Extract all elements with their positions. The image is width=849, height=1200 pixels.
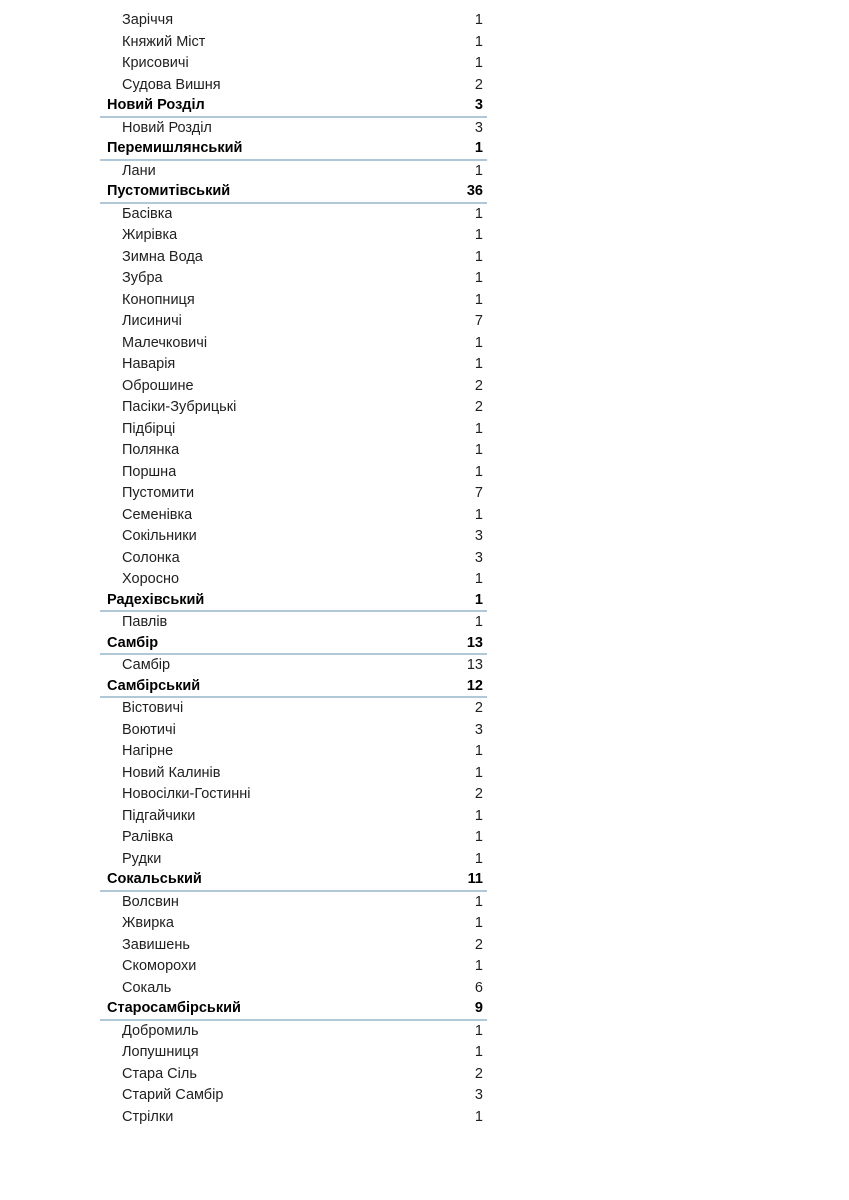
place-name: Жирівка (122, 227, 178, 243)
case-count: 6 (474, 979, 483, 996)
table-row (100, 892, 487, 914)
case-count: 1 (474, 420, 483, 437)
case-count: 1 (474, 442, 483, 458)
case-count: 1 (474, 743, 483, 759)
case-count: 1 (474, 807, 483, 824)
place-name: Поршна (122, 463, 177, 480)
case-count: 1 (474, 915, 483, 931)
table-row (100, 612, 487, 634)
place-name: Радехівський (107, 591, 205, 608)
case-count: 2 (474, 399, 483, 415)
case-count: 3 (474, 549, 483, 566)
case-count: 1 (474, 33, 483, 50)
case-count: 1 (474, 829, 483, 845)
table-row (100, 247, 487, 269)
case-count: 3 (474, 721, 483, 738)
place-name: Пустомитівський (107, 183, 231, 199)
case-count: 13 (466, 657, 483, 673)
settlements-count-table (100, 10, 487, 1128)
place-name: Новий Розділ (122, 119, 212, 136)
table-row (100, 1085, 487, 1107)
table-row (100, 956, 487, 978)
case-count: 1 (474, 334, 483, 351)
place-name: Басівка (122, 205, 173, 222)
case-count: 7 (474, 485, 483, 501)
table-row (100, 376, 487, 398)
place-name: Скоморохи (122, 958, 197, 974)
place-name: Полянка (122, 442, 180, 458)
place-name: Сокільники (122, 528, 197, 544)
table-row (100, 333, 487, 355)
case-count: 2 (474, 1065, 483, 1082)
case-count: 7 (474, 313, 483, 329)
case-count: 1 (474, 1022, 483, 1039)
place-name: Судова Вишня (122, 76, 221, 93)
table-row (100, 268, 487, 290)
table-row (100, 139, 487, 161)
case-count: 1 (474, 1108, 483, 1125)
table-row (100, 784, 487, 806)
place-name: Вістовичі (122, 700, 184, 716)
place-name: Сокальський (107, 871, 202, 887)
table-row (100, 827, 487, 849)
case-count: 12 (466, 677, 483, 694)
case-count: 1 (474, 12, 483, 28)
place-name: Перемишлянський (107, 140, 243, 156)
case-count: 1 (474, 205, 483, 222)
place-name: Самбір (122, 657, 171, 673)
place-name: Оброшине (122, 377, 194, 394)
table-row (100, 763, 487, 785)
place-name: Стрілки (122, 1108, 174, 1125)
place-name: Підгайчики (122, 807, 196, 824)
case-count: 2 (474, 936, 483, 953)
case-count: 1 (474, 140, 483, 156)
case-count: 1 (474, 764, 483, 781)
table-row (100, 440, 487, 462)
place-name: Лисиничі (122, 313, 182, 329)
table-row (100, 118, 487, 140)
place-name: Старосамбірський (107, 1000, 241, 1016)
table-row (100, 96, 487, 118)
case-count: 3 (474, 1087, 483, 1103)
place-name: Заріччя (122, 12, 174, 28)
place-name: Наварія (122, 356, 176, 372)
place-name: Лопушниця (122, 1044, 199, 1060)
table-row (100, 526, 487, 548)
case-count: 1 (474, 850, 483, 867)
place-name: Зимна Вода (122, 248, 203, 265)
place-name: Семенівка (122, 506, 193, 523)
place-name: Стара Сіль (122, 1065, 197, 1082)
table-row (100, 548, 487, 570)
place-name: Конопниця (122, 291, 195, 308)
case-count: 2 (474, 377, 483, 394)
case-count: 1 (474, 614, 483, 630)
table-row (100, 505, 487, 527)
table-row (100, 311, 487, 333)
case-count: 2 (474, 700, 483, 716)
place-name: Добромиль (122, 1022, 199, 1039)
table-row (100, 999, 487, 1021)
table-row (100, 204, 487, 226)
place-name: Новий Розділ (107, 97, 205, 113)
table-row (100, 1064, 487, 1086)
place-name: Зубра (122, 270, 163, 286)
table-row (100, 161, 487, 183)
case-count: 1 (474, 463, 483, 480)
place-name: Хоросно (122, 571, 180, 587)
place-name: Підбірці (122, 420, 176, 437)
place-name: Солонка (122, 549, 180, 566)
table-row (100, 913, 487, 935)
case-count: 1 (474, 227, 483, 243)
table-row (100, 397, 487, 419)
case-count: 11 (467, 871, 483, 887)
table-row (100, 225, 487, 247)
place-name: Ралівка (122, 829, 174, 845)
table-row (100, 870, 487, 892)
table-row (100, 720, 487, 742)
table-row (100, 419, 487, 441)
table-row (100, 75, 487, 97)
place-name: Новосілки-Гостинні (122, 786, 251, 802)
place-name: Нагірне (122, 743, 174, 759)
case-count: 1 (474, 356, 483, 372)
place-name: Рудки (122, 850, 162, 867)
table-row (100, 483, 487, 505)
case-count: 36 (466, 183, 483, 199)
table-row (100, 1042, 487, 1064)
table-row (100, 634, 487, 656)
place-name: Старий Самбір (122, 1087, 224, 1103)
case-count: 2 (474, 76, 483, 93)
place-name: Пасіки-Зубрицькі (122, 399, 237, 415)
table-row (100, 806, 487, 828)
place-name: Сокаль (122, 979, 172, 996)
table-row (100, 1021, 487, 1043)
place-name: Воютичі (122, 721, 176, 738)
case-count: 1 (474, 571, 483, 587)
table-row (100, 655, 487, 677)
table-row (100, 591, 487, 613)
case-count: 1 (474, 270, 483, 286)
place-name: Малечковичі (122, 334, 208, 351)
table-row (100, 677, 487, 699)
table-row (100, 1107, 487, 1129)
table-row (100, 935, 487, 957)
place-name: Княжий Міст (122, 33, 206, 50)
place-name: Лани (122, 162, 156, 179)
table-row (100, 354, 487, 376)
case-count: 1 (474, 248, 483, 265)
place-name: Завишень (122, 936, 190, 953)
place-name: Новий Калинів (122, 764, 221, 781)
case-count: 1 (474, 162, 483, 179)
case-count: 2 (474, 786, 483, 802)
table-row (100, 741, 487, 763)
place-name: Крисовичі (122, 55, 189, 71)
case-count: 1 (474, 958, 483, 974)
case-count: 1 (474, 893, 483, 910)
case-count: 1 (474, 55, 483, 71)
place-name: Пустомити (122, 485, 195, 501)
table-row (100, 10, 487, 32)
table-row (100, 978, 487, 1000)
case-count: 13 (466, 634, 483, 651)
case-count: 3 (474, 97, 483, 113)
table-row (100, 698, 487, 720)
table-row (100, 849, 487, 871)
case-count: 9 (474, 1000, 483, 1016)
case-count: 3 (474, 528, 483, 544)
case-count: 1 (474, 591, 483, 608)
place-name: Самбір (107, 634, 159, 651)
table-row (100, 32, 487, 54)
table-row (100, 182, 487, 204)
case-count: 1 (474, 506, 483, 523)
place-name: Жвирка (122, 915, 174, 931)
place-name: Павлів (122, 614, 168, 630)
case-count: 1 (474, 291, 483, 308)
case-count: 3 (474, 119, 483, 136)
table-row (100, 290, 487, 312)
table-row (100, 462, 487, 484)
place-name: Самбірський (107, 677, 201, 694)
table-row (100, 53, 487, 75)
case-count: 1 (474, 1044, 483, 1060)
table-row (100, 569, 487, 591)
place-name: Волсвин (122, 893, 179, 910)
